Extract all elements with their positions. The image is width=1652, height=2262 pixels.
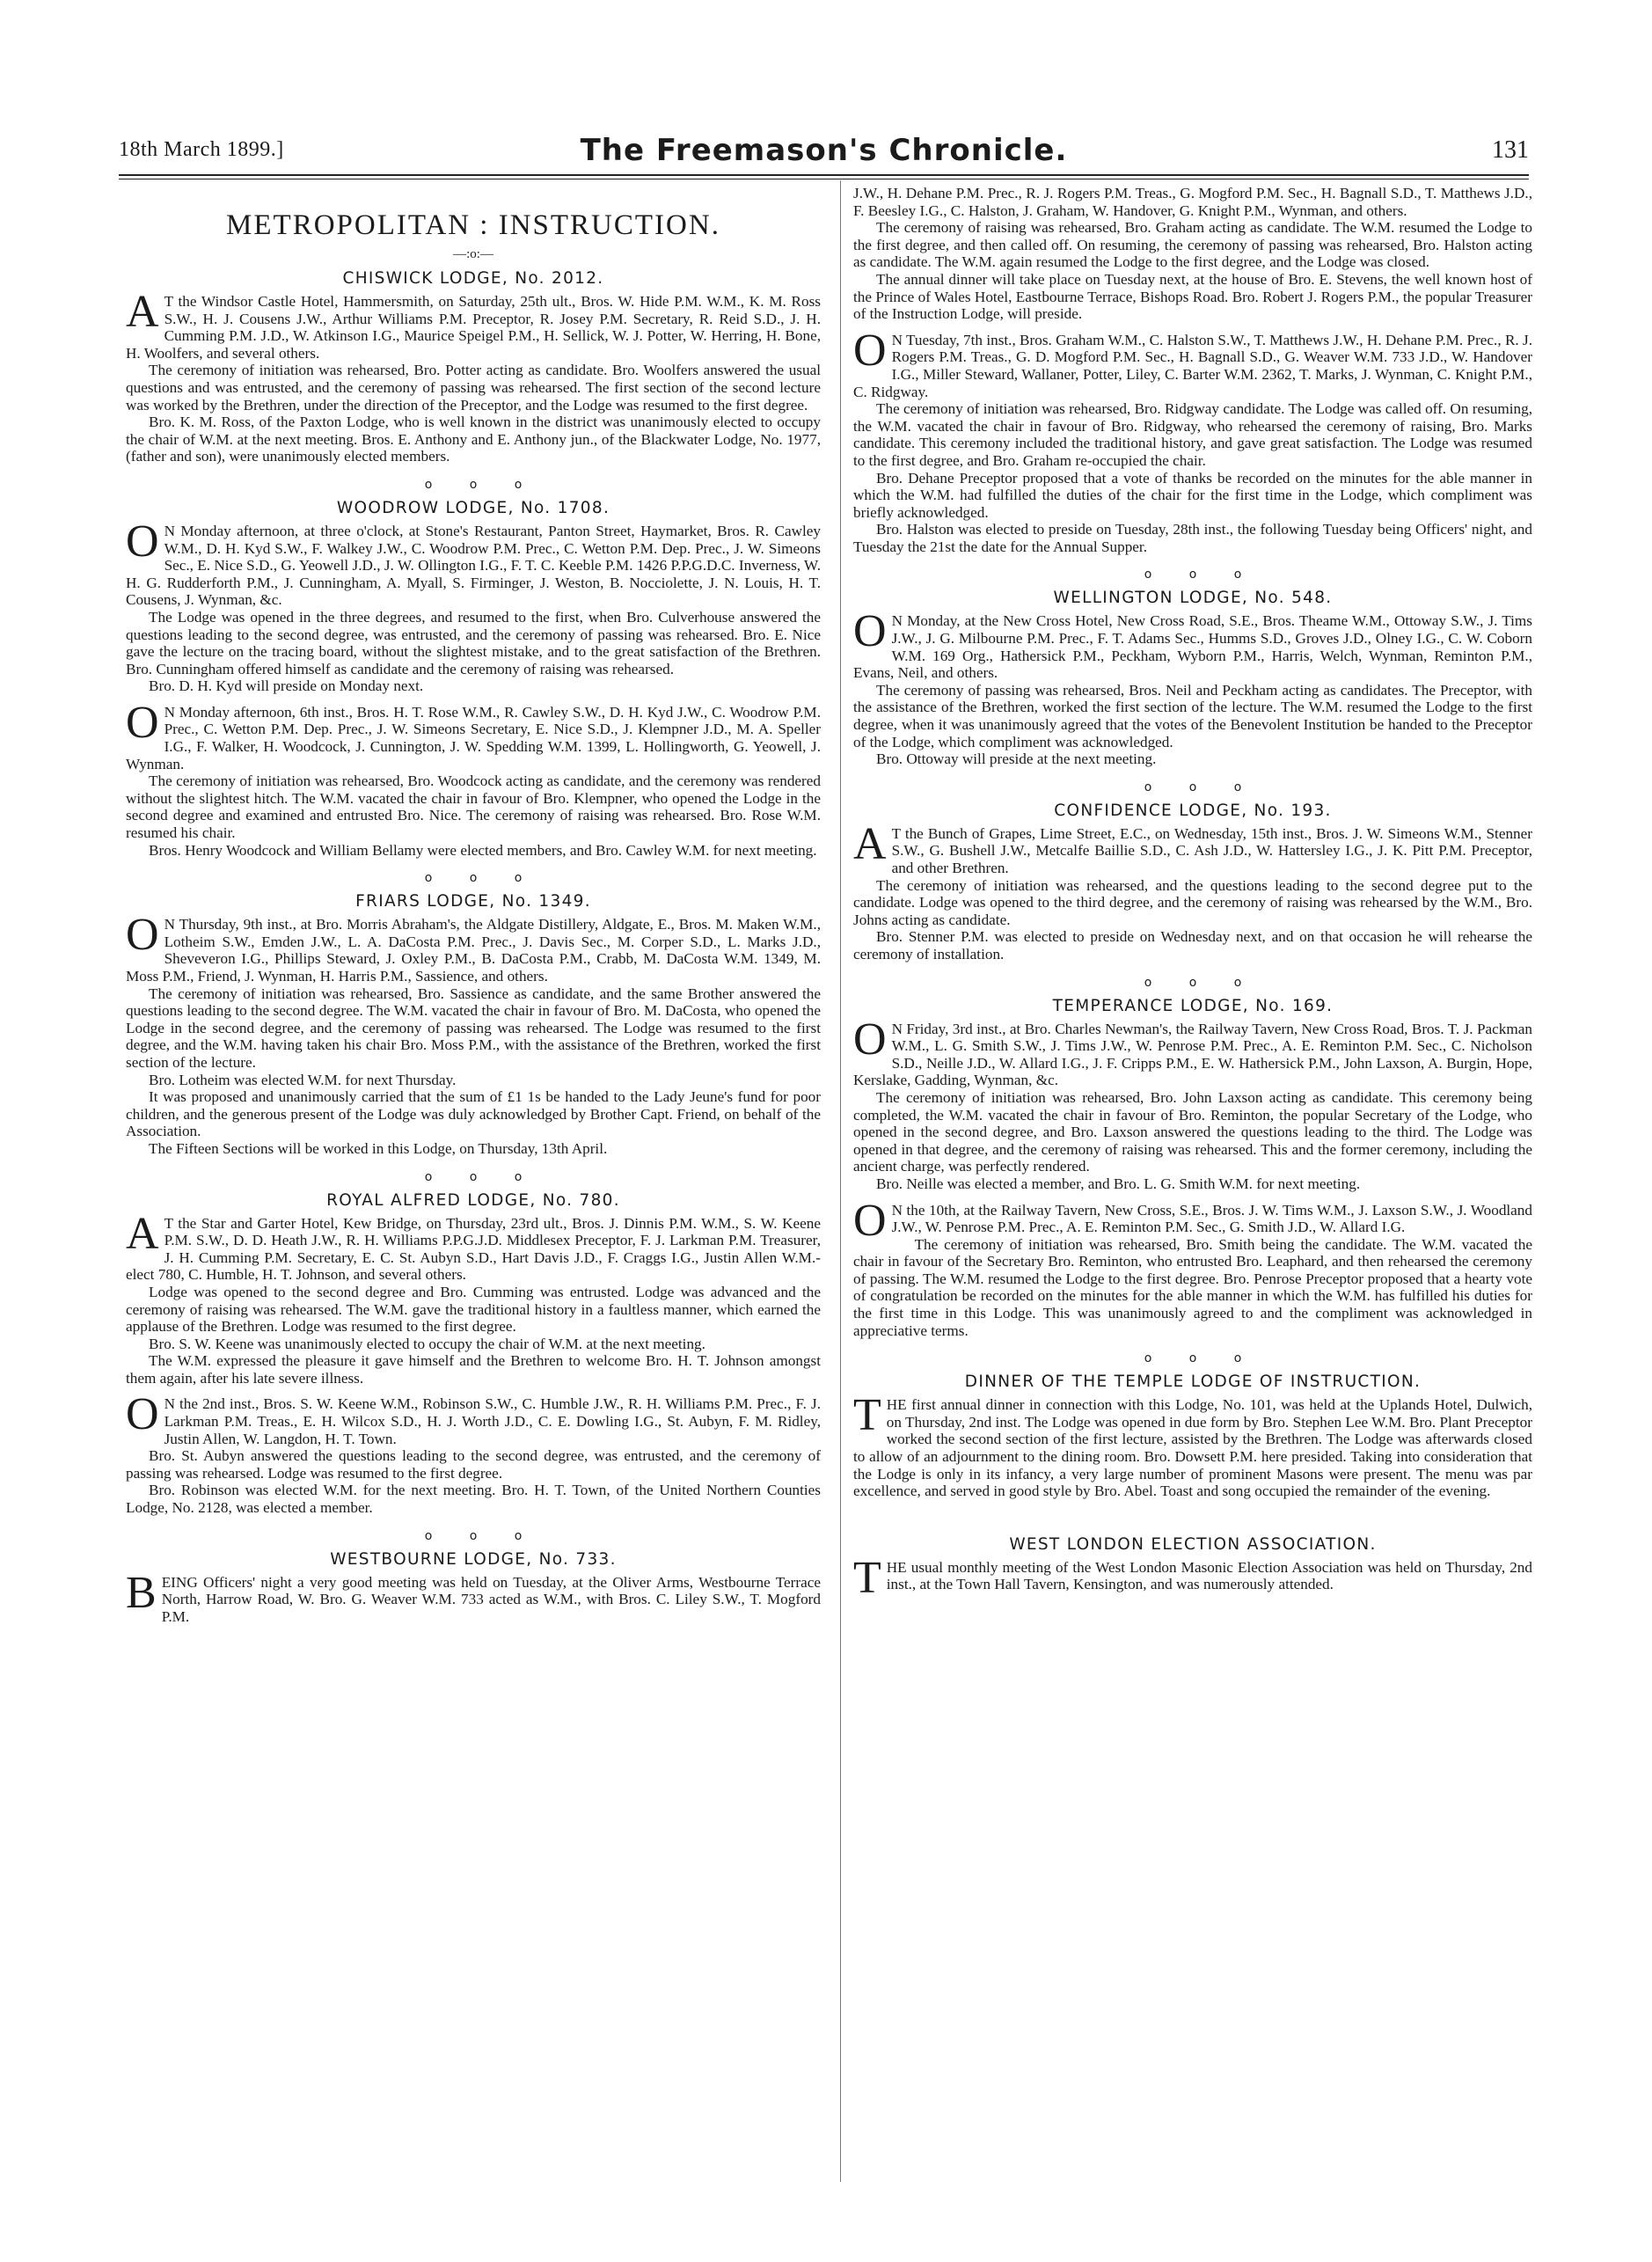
header-rule [119, 174, 1529, 179]
paragraph-text: N Monday, at the New Cross Hotel, New Cross Road, S.E., Bros. Theame W.M., Ottoway S.W., J. Tims J.W., J. G. Milbourne P.M. Prec., F. T. Adams Sec., Humms S.D., Groves J.D., Olney I.G., C. W. Coborn W.M. 169 Org., Hathersick P.M., Peckham, Wyborn P.M., Harris, Welch, Wynman, Reminton P.M., Evans, Neil, and others. [853, 612, 1532, 682]
woodrow-article [126, 516, 821, 859]
ornament-divider: o o o [1144, 780, 1242, 794]
paragraph: Bros. Henry Woodcock and William Bellamy were elected members, and Bro. Cawley W.M. for next meeting. [149, 841, 817, 859]
woodrow-title: WOODROW LODGE, No. 1708. [336, 498, 610, 517]
paragraph [126, 1389, 821, 1447]
paragraph [853, 325, 1532, 400]
paragraph: The annual dinner will take place on Tuesday next, at the house of Bro. E. Stevens, the well known host of the Prince of Wales Hotel, Eastbourne Terrace, Bishops Road. Bro. Robert J. Rogers P.M., the popular Treasurer of the Instruction Lodge, will preside. [853, 270, 1532, 323]
west-london-article [853, 1552, 1532, 1603]
ornament-divider: o o o [1144, 1351, 1242, 1366]
paragraph [126, 910, 821, 985]
paragraph: The ceremony of initiation was rehearsed, Bro. Sassience as candidate, and the same Brother answered the questions leading to the second degree. The W.M. vacated the chair in favour of Bro. M. DaCosta, who opened the Lodge in the second degree, and the ceremony of passing was rehearsed. The Lodge was resumed to the first degree, and the W.M. having taken his chair Bro. Moss P.M., with the assistance of the Brethren, worked the first section of the lecture. [126, 985, 821, 1071]
page-number: 131 [1492, 136, 1529, 164]
paragraph-text: N Monday afternoon, 6th inst., Bros. H. T. Rose W.M., R. Cawley S.W., D. H. Kyd J.W., C. Woodrow P.M. Prec., C. Wetton P.M. Dep. Prec., J. W. Simeons Secretary, E. Nice S.D., J. Klempner J.D., M. A. Speller I.G., F. Walker, H. Woodcock, J. Cunnington, J. W. Spedding W.M. 1399, L. Hollingworth, G. Yeowell, J. Wynman. [126, 703, 821, 772]
paragraph-text: T the Star and Garter Hotel, Kew Bridge, on Thursday, 23rd ult., Bros. J. Dinnis P.M. W.M., S. W. Keene P.M. S.W., D. D. Heath J.W., R. H. Williams P.P.G.J.D. Middlesex Preceptor, F. J. Larkman P.M. Treasurer, J. H. Cumming P.M. Secretary, E. C. St. Aubyn S.D., Hart Davis J.D., F. Craggs I.G., Justin Allen W.M.-elect 780, C. Humble, H. T. Johnson, and several others. [126, 1214, 821, 1284]
confidence-article [853, 818, 1532, 963]
drop-cap: A [126, 287, 159, 337]
paragraph: It was proposed and unanimously carried that the sum of £1 1s be handed to the Lady Jeune's fund for poor children, and the generous present of the Lodge was duly acknowledged by Brother Capt. Friend, on behalf of the Association. [126, 1088, 821, 1140]
paragraph: The ceremony of passing was rehearsed, Bros. Neil and Peckham acting as candidates. The Preceptor, with the assistance of the Brethren, worked the first section of the lecture. The W.M. resumed the Lodge to the first degree, when it was unanimously agreed that the votes of the Benevolent Institution be handed to the Preceptor of the Lodge, which compliment was acknowledged. [853, 681, 1532, 750]
paragraph-text: EING Officers' night a very good meeting was held on Tuesday, at the Oliver Arms, Westbourne Terrace North, Harrow Road, W. Bro. G. Weaver W.M. 733 acted as W.M., with Bros. C. Liley S.W., T. Mogford P.M. [161, 1573, 821, 1625]
paragraph [853, 818, 1532, 877]
royal-alfred-article [126, 1208, 821, 1517]
drop-cap: O [853, 325, 887, 376]
paragraph [126, 287, 821, 362]
royal-alfred-title: ROYAL ALFRED LODGE, No. 780. [326, 1190, 620, 1210]
paragraph: The ceremony of initiation was rehearsed, Bro. Potter acting as candidate. Bro. Woolfers answered the usual questions and was entrusted, and the ceremony of passing was rehearsed. The first section of the second lecture was worked by the Brethren, under the direction of the Preceptor, and the Lodge was resumed to the first degree. [126, 362, 821, 414]
temperance-title: TEMPERANCE LODGE, No. 169. [1052, 996, 1334, 1015]
paragraph: The ceremony of initiation was rehearsed, Bro. Ridgway candidate. The Lodge was called off. On resuming, the W.M. vacated the chair in favour of Bro. Ridgway, who rehearsed the ceremony of raising, Bro. Marks candidate. This ceremony included the traditional history, and gave great satisfaction. The Lodge was resumed to the first degree, and Bro. Graham re-occupied the chair. [853, 400, 1532, 469]
issue-date: 18th March 1899.] [119, 138, 284, 161]
paragraph: The Fifteen Sections will be worked in this Lodge, on Thursday, 13th April. [149, 1139, 608, 1157]
ornament-divider: o o o [424, 477, 523, 492]
drop-cap: O [126, 910, 159, 961]
wellington-title: WELLINGTON LODGE, No. 548. [1053, 589, 1333, 608]
paragraph [853, 1014, 1532, 1089]
drop-cap: O [126, 697, 159, 748]
ornament-divider: o o o [424, 1528, 523, 1543]
drop-cap: O [853, 606, 887, 657]
paragraph-text: HE first annual dinner in connection with this Lodge, No. 101, was held at the Uplands Hotel, Dulwich, on Thursday, 2nd inst. The Lodge was opened in due form by Bro. Stephen Lee W.M. Bro. Plant Preceptor worked the second section of the first lecture, assisted by the Brethren. The Lodge was afterwards closed to allow of an adjournment to the dining room. Bro. Dowsett P.M. here presided. Taking into consideration that the Lodge is only in its infancy, a very large number of prominent Masons were present. The menu was par excellence, and served in good style by Bro. Abel. Toast and song occupied the remainder of the evening. [853, 1396, 1532, 1500]
section-heading: METROPOLITAN : INSTRUCTION. [226, 209, 720, 241]
paragraph: The ceremony of initiation was rehearsed, and the questions leading to the second degree put to the candidate. Lodge was opened to the third degree, and the ceremony of raising was rehearsed by the W.M., Bro. Johns acting as candidate. [853, 876, 1532, 928]
paragraph: Bro. K. M. Ross, of the Paxton Lodge, who is well known in the district was unanimously elected to occupy the chair of W.M. at the next meeting. Bros. E. Anthony and E. Anthony jun., of the Blackwater Lodge, No. 1977, (father and son), were unanimously elected members. [126, 414, 821, 465]
paragraph: The ceremony of initiation was rehearsed, Bro. Smith being the candidate. The W.M. vacated the chair in favour of the Secretary Bro. Reminton, who entrusted Bro. Leaphard, and then rehearsed the ceremony of passing. The W.M. resumed the Lodge to the first degree. Bro. Penrose Preceptor proposed that a hearty vote of congratulation be recorded on the minutes for the able manner in which the W.M. has fulfilled his duties for the first time in this Lodge. This was unanimously agreed to and the compliment was acknowledged in appreciative terms. [853, 1235, 1532, 1339]
paragraph: The Lodge was opened in the three degrees, and resumed to the first, when Bro. Culverhouse answered the questions leading to the second degree, was entrusted, and the ceremony of passing was rehearsed. Bro. E. Nice gave the lecture on the tracing board, without the slightest mistake, and to the great satisfaction of the Brethren. Bro. Cunningham offered himself as candidate and the ceremony of raising was rehearsed. [126, 608, 821, 677]
ornament-divider: o o o [424, 1169, 523, 1184]
paragraph: Bro. St. Aubyn answered the questions leading to the second degree, was entrusted, and the ceremony of passing was rehearsed. Lodge was resumed to the first degree. [126, 1447, 821, 1482]
ornament-divider: o o o [424, 871, 523, 886]
drop-cap: O [853, 1195, 887, 1246]
drop-cap: B [126, 1567, 157, 1618]
paragraph: Bro. Dehane Preceptor proposed that a vote of thanks be recorded on the minutes for the able manner in which the W.M. had fulfilled the duties of the chair for the first time in the Lodge, which compliment was briefly acknowledged. [853, 469, 1532, 521]
temple-dinner-article [853, 1390, 1532, 1500]
paragraph [126, 697, 821, 772]
paragraph [126, 1567, 821, 1626]
ornament-divider: o o o [1144, 567, 1242, 582]
paragraph: Bro. Stenner P.M. was elected to preside on Wednesday next, and on that occasion he will rehearse the ceremony of installation. [853, 928, 1532, 963]
left-column [126, 185, 821, 1625]
chiswick-article [126, 287, 821, 465]
paragraph-text: N the 2nd inst., Bros. S. W. Keene W.M., Robinson S.W., C. Humble J.W., R. H. Williams P.M. Prec., F. J. Larkman P.M. Treas., E. H. Wilcox S.D., H. J. Worth J.D., C. E. Dowling I.G., St. Aubyn, F. M. Ridley, Justin Allen, W. Langdon, H. T. Town. [164, 1395, 821, 1447]
drop-cap: T [853, 1390, 881, 1441]
wellington-article [853, 606, 1532, 768]
friars-title: FRIARS LODGE, No. 1349. [355, 892, 591, 911]
paragraph [853, 1552, 1532, 1603]
paragraph [126, 1208, 821, 1284]
heading-separator: —:o:— [453, 247, 493, 261]
drop-cap: A [126, 1208, 159, 1259]
paragraph-text: HE usual monthly meeting of the West London Masonic Election Association was held on Thursday, 2nd inst., at the Town Hall Tavern, Kensington, and was numerously attended. [886, 1558, 1532, 1593]
friars-article [126, 910, 821, 1157]
right-column [853, 185, 1532, 1603]
temperance-article [853, 1014, 1532, 1340]
drop-cap: T [853, 1552, 881, 1603]
paragraph: The ceremony of initiation was rehearsed, Bro. Woodcock acting as candidate, and the ceremony was rendered without the slightest hitch. The W.M. vacated the chair in favour of Bro. Klempner, who opened the Lodge in the second degree and examined and entrusted Bro. Nice. The ceremony of raising was rehearsed. Bro. Rose W.M. resumed his chair. [126, 772, 821, 842]
westbourne-article-continued [853, 185, 1532, 555]
temple-dinner-title: DINNER OF THE TEMPLE LODGE OF INSTRUCTION. [964, 1373, 1422, 1392]
paragraph: The ceremony of raising was rehearsed, Bro. Graham acting as candidate. The W.M. resumed the Lodge to the first degree, and then called off. On resuming, the ceremony of passing was rehearsed, Bro. Halston acting as candidate. The W.M. again resumed the Lodge to the first degree, and the Lodge was closed. [853, 219, 1532, 271]
paragraph [853, 1195, 1532, 1246]
ornament-divider: o o o [1144, 975, 1242, 990]
paragraph: Lodge was opened to the second degree and Bro. Cumming was entrusted. Lodge was advanced and the ceremony of raising was rehearsed. The W.M. gave the traditional history in a faultless manner, which earned the applause of the Brethren. Lodge was resumed to the first degree. [126, 1283, 821, 1336]
paragraph [126, 516, 821, 609]
column-divider [840, 180, 841, 2182]
paragraph: Bro. Lotheim was elected W.M. for next Thursday. [149, 1071, 457, 1088]
paragraph: The W.M. expressed the pleasure it gave himself and the Brethren to welcome Bro. H. T. Johnson amongst them again, after his late severe illness. [126, 1352, 821, 1387]
paragraph-text: N Thursday, 9th inst., at Bro. Morris Abraham's, the Aldgate Distillery, Aldgate, E., Bros. M. Maken W.M., Lotheim S.W., Emden J.W., L. A. DaCosta P.M. Prec., J. Davis Sec., M. Corper S.D., L. Marks J.D., Sheveveron I.G., Phillips Steward, J. Oxley P.M., B. DaCosta P.M., Crabb, M. DaCosta W.M. 1349, M. Moss P.M., Friend, J. Wynman, H. Harris P.M., Sassience, and others. [126, 916, 821, 985]
confidence-title: CONFIDENCE LODGE, No. 193. [1054, 801, 1332, 820]
paragraph-text: T the Bunch of Grapes, Lime Street, E.C., on Wednesday, 15th inst., Bros. J. W. Simeons W.M., Stenner S.W., G. Bushell J.W., Metcalfe Baillie S.D., C. Ash J.D., W. Hattersley I.G., J. K. Pitt P.M. Preceptor, and other Brethren. [891, 824, 1532, 876]
paragraph [853, 606, 1532, 682]
paragraph: Bro. Robinson was elected W.M. for the next meeting. Bro. H. T. Town, of the United Northern Counties Lodge, No. 2128, was elected a member. [126, 1482, 821, 1517]
publication-title: The Freemason's Chronicle. [580, 133, 1068, 168]
westbourne-title: WESTBOURNE LODGE, No. 733. [330, 1549, 617, 1569]
drop-cap: O [126, 1389, 159, 1440]
paragraph-text: N the 10th, at the Railway Tavern, New Cross, S.E., Bros. J. W. Tims W.M., J. Laxson S.W., J. Woodland J.W., W. Penrose P.M. Prec., A. E. Reminton P.M. Sec., G. Smith J.D., W. Allard I.G. [891, 1201, 1532, 1236]
paragraph-text: N Friday, 3rd inst., at Bro. Charles Newman's, the Railway Tavern, New Cross Road, Bros. T. J. Packman W.M., L. G. Smith S.W., J. Tims J.W., W. Penrose P.M. Prec., A. E. Reminton P.M. Sec., C. Nicholson S.D., Neille J.D., W. Allard I.G., J. F. Cripps P.M., E. W. Hathersick P.M., John Laxson, A. Burgin, Hope, Kerslake, Gadding, Wynman, &c. [853, 1020, 1532, 1089]
drop-cap: A [853, 818, 887, 869]
paragraph: Bro. Ottoway will preside at the next meeting. [876, 750, 1157, 768]
drop-cap: O [126, 516, 159, 567]
chiswick-title: CHISWICK LODGE, No. 2012. [342, 269, 604, 288]
paragraph-text: T the Windsor Castle Hotel, Hammersmith, on Saturday, 25th ult., Bros. W. Hide P.M. W.M., K. M. Ross S.W., H. J. Cousens J.W., Arthur Williams P.M. Preceptor, R. Josey P.M. Secretary, R. Reid S.D., J. H. Cumming P.M. J.D., W. Atkinson I.G., Maurice Speigel P.M., H. Sellick, W. J. Potter, W. Herring, H. Bone, H. Woolfers, and several others. [126, 293, 821, 362]
westbourne-article [126, 1567, 821, 1626]
paragraph: Bro. Halston was elected to preside on Tuesday, 28th inst., the following Tuesday being Officers' night, and Tuesday the 21st the date for the Annual Supper. [853, 521, 1532, 555]
page-header [119, 133, 1529, 172]
paragraph: Bro. S. W. Keene was unanimously elected to occupy the chair of W.M. at the next meeting. [149, 1335, 705, 1352]
west-london-title: WEST LONDON ELECTION ASSOCIATION. [1009, 1534, 1377, 1554]
paragraph: J.W., H. Dehane P.M. Prec., R. J. Rogers P.M. Treas., G. Mogford P.M. Sec., H. Bagnall S.D., T. Matthews J.D., F. Beesley I.G., C. Halston, J. Graham, W. Handover, G. Knight P.M., Wynman, and others. [853, 185, 1532, 219]
paragraph: Bro. D. H. Kyd will preside on Monday next. [149, 677, 424, 695]
paragraph: The ceremony of initiation was rehearsed, Bro. John Laxson acting as candidate. This ceremony being completed, the W.M. vacated the chair in favour of Bro. Reminton, the popular Secretary of the Lodge, who opened in the second degree, and Bro. Laxson answered the questions leading to the third. The Lodge was opened in that degree, and the ceremony of raising was rehearsed. This and the former ceremony, including the ancient charge, was perfectly rendered. [853, 1088, 1532, 1175]
paragraph: Bro. Neille was elected a member, and Bro. L. G. Smith W.M. for next meeting. [876, 1175, 1361, 1192]
paragraph-text: N Tuesday, 7th inst., Bros. Graham W.M., C. Halston S.W., T. Matthews J.W., H. Dehane P.M. Prec., R. J. Rogers P.M. Treas., G. D. Mogford P.M. Sec., H. Bagnall S.D., G. Weaver W.M. 733 J.D., W. Handover I.G., Miller Steward, Wallaner, Potter, Liley, C. Barter W.M. 2362, T. Marks, J. Wynman, C. Knight P.M., C. Ridgway. [853, 331, 1532, 400]
paragraph [853, 1390, 1532, 1500]
paragraph-text: N Monday afternoon, at three o'clock, at Stone's Restaurant, Panton Street, Haymarket, Bros. R. Cawley W.M., D. H. Kyd S.W., F. Walkey J.W., C. Woodrow P.M. Prec., C. Wetton P.M. Dep. Prec., J. W. Simeons Sec., E. Nice S.D., G. Yeowell J.D., J. W. Ollington I.G., F. T. C. Keeble P.M. 1426 P.P.G.D.C. Inverness, W. H. G. Rudderforth P.M., J. Cunningham, A. Myall, S. Firminger, J. Weston, B. Nocciolette, J. N. Louis, H. T. Cousens, J. Wynman, &c. [126, 522, 821, 609]
drop-cap: O [853, 1014, 887, 1065]
